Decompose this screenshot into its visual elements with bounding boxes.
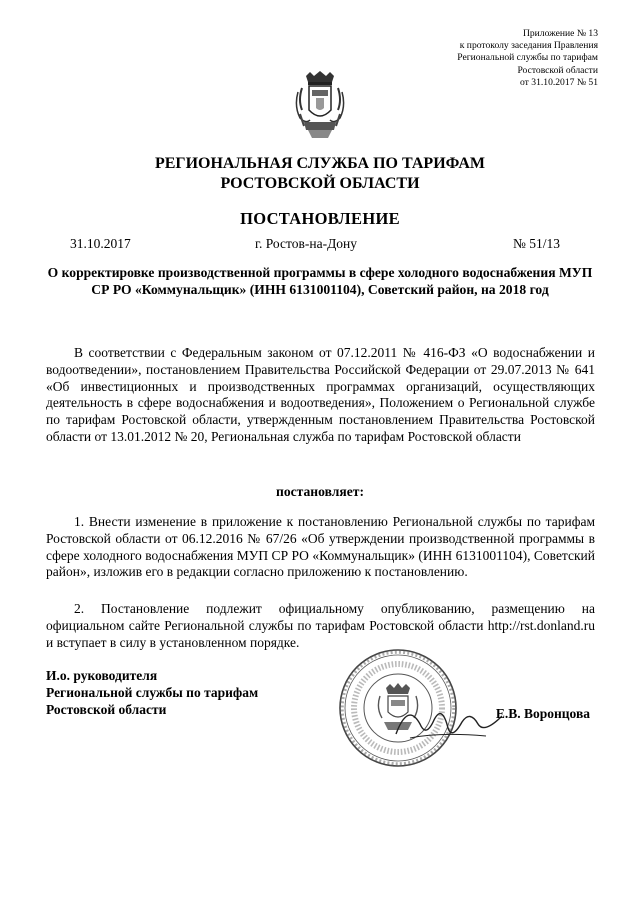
decree-keyword: постановляет:: [276, 484, 364, 499]
organization-title: [0, 154, 640, 194]
preamble-paragraph: В соответствии с Федеральным законом от 07.12.2011 № 416-ФЗ «О водоснабжении и водоотведении», постановлением Правительства Российской Федерации от 29.07.2013 № 641 «Об инвестиционных и производственных программах организаций, осуществляющих деятельность в сфере водоснабжения и водоотведения», Положением о Региональной службе по тарифам Ростовской области, утвержденным постановлением Правительства Ростовской области от 13.01.2012 № 20, Региональная служба по тарифам Ростовской области: [46, 345, 595, 444]
signatory-title-line: Региональной службы по тарифам: [46, 684, 259, 700]
decree-item-2: 2. Постановление подлежит официальному опубликованию, размещению на официальном сайте Региональной службы по тарифам Ростовской области http://rst.donland.ru и вступает в силу в установленном порядке.: [46, 601, 595, 650]
appendix-line: к протоколу заседания Правления: [459, 40, 598, 52]
coat-of-arms-icon: [294, 70, 346, 142]
appendix-line: Приложение № 13: [522, 28, 598, 39]
document-type-heading: ПОСТАНОВЛЕНИЕ: [240, 209, 400, 228]
document-city: г. Ростов-на-Дону: [255, 236, 358, 251]
signatory-title: [46, 668, 258, 718]
document-date: 31.10.2017: [70, 236, 131, 251]
appendix-line: от 31.10.2017 № 51: [520, 76, 598, 88]
signatory-title-line: И.о. руководителя: [46, 668, 158, 683]
organization-title-line: РЕГИОНАЛЬНАЯ СЛУЖБА ПО ТАРИФАМ: [154, 155, 486, 172]
document-subject: О корректировке производственной программы в сфере холодного водоснабжения МУП СР РО «Коммунальщик» (ИНН 6131001104), Советский район, на 2018 год: [47, 265, 593, 297]
organization-title-line: РОСТОВСКОЙ ОБЛАСТИ: [220, 175, 420, 192]
document-meta-row: [70, 236, 560, 254]
handwritten-signature: [390, 694, 510, 754]
signatory-title-line: Ростовской области: [46, 701, 167, 717]
appendix-line: Региональной службы по тарифам: [457, 52, 598, 64]
appendix-note: [457, 28, 598, 89]
appendix-line: Ростовской области: [517, 64, 598, 76]
document-number: № 51/13: [512, 236, 560, 251]
decree-item-1: 1. Внести изменение в приложение к постановлению Региональной службы по тарифам Ростовской области от 06.12.2016 № 67/26 «Об утверждении производственной программы в сфере холодного водоснабжения МУП СР РО «Коммунальщик» (ИНН 6131001104), Советский район», изложив его в редакции согласно приложению к постановлению.: [46, 514, 595, 580]
signatory-name: Е.В. Воронцова: [495, 706, 590, 721]
